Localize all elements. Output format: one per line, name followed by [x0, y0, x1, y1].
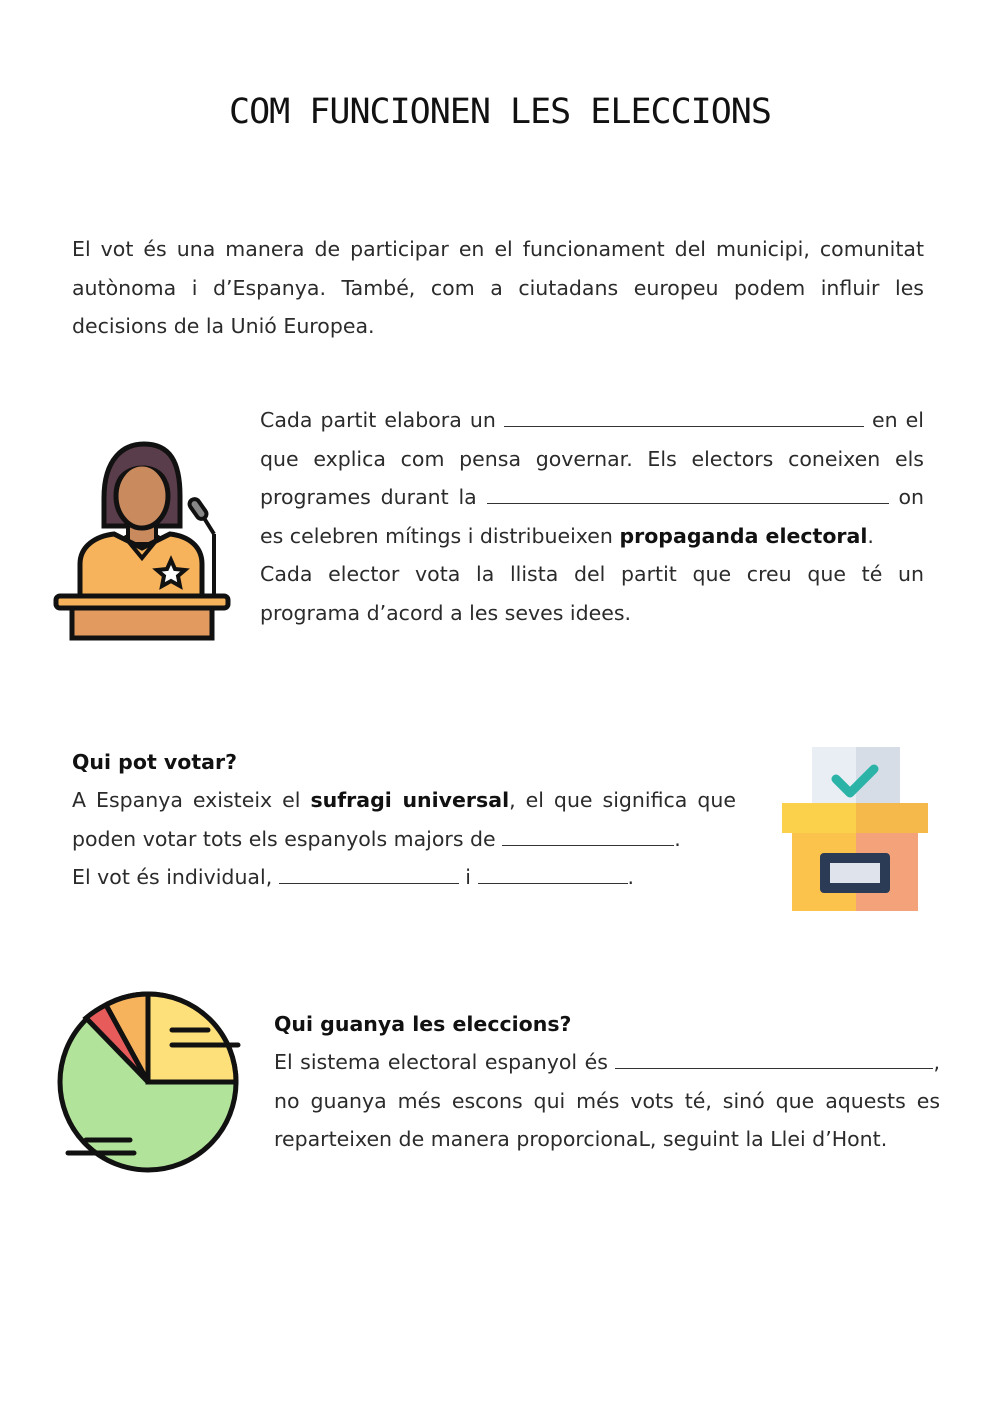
wins-text-3: no guanya més escons qui més vots té, sinó que aquests es reparteixen de manera proporcionaL, seguint la Llei d’Hont.	[274, 1088, 940, 1151]
blank-program[interactable]	[504, 406, 864, 427]
vote-text-3: .	[674, 826, 681, 851]
vote-text-4: El vot és individual,	[72, 865, 273, 889]
wins-text-2: ,	[933, 1050, 940, 1074]
vote-text-2: , el que significa que poden votar tots els espanyols majors de	[72, 788, 736, 851]
blank-campaign[interactable]	[487, 483, 889, 504]
who-wins-paragraph	[274, 1043, 940, 1159]
intro-text: El vot és una manera de participar en el funcionament del municipi, comunitat autònoma i d’Espanya. També, com a ciutadans europeu podem influir les decisions de la Unió Europea.	[72, 237, 924, 338]
who-wins-heading: Qui guanya les eleccions?	[274, 1012, 572, 1036]
vote-text-5: i	[465, 865, 471, 889]
blank-vote-1[interactable]	[279, 863, 459, 884]
universal-suffrage-bold: sufragi universal	[310, 788, 510, 812]
blank-age[interactable]	[502, 825, 674, 846]
ballot-box-icon	[780, 745, 930, 915]
propaganda-bold: propaganda electoral	[619, 523, 868, 548]
programs-text-4: .	[867, 523, 874, 548]
vote-text-1: A Espanya existeix el	[72, 788, 301, 812]
blank-electoral-system[interactable]	[615, 1048, 933, 1069]
programs-text-1: Cada partit elabora un	[260, 408, 496, 432]
pie-chart-icon	[56, 990, 246, 1176]
intro-paragraph	[72, 230, 924, 346]
politician-at-podium-icon	[52, 438, 232, 643]
blank-vote-2[interactable]	[478, 863, 628, 884]
wins-text-1: El sistema electoral espanyol és	[274, 1050, 608, 1074]
programs-paragraph	[260, 401, 924, 632]
programs-text-2: en el que explica com pensa governar. Els electors coneixen els programes durant la	[260, 408, 924, 509]
programs-text-5: Cada elector vota la llista del partit que creu que té un programa d’acord a les seves idees.	[260, 562, 924, 625]
programs-text-3: on es celebren mítings i distribueixen	[260, 485, 924, 548]
who-can-vote-heading: Qui pot votar?	[72, 750, 237, 774]
page-title: COM FUNCIONEN LES ELECCIONS	[229, 92, 771, 132]
who-can-vote-paragraph	[72, 781, 736, 897]
vote-text-6: .	[627, 865, 635, 889]
